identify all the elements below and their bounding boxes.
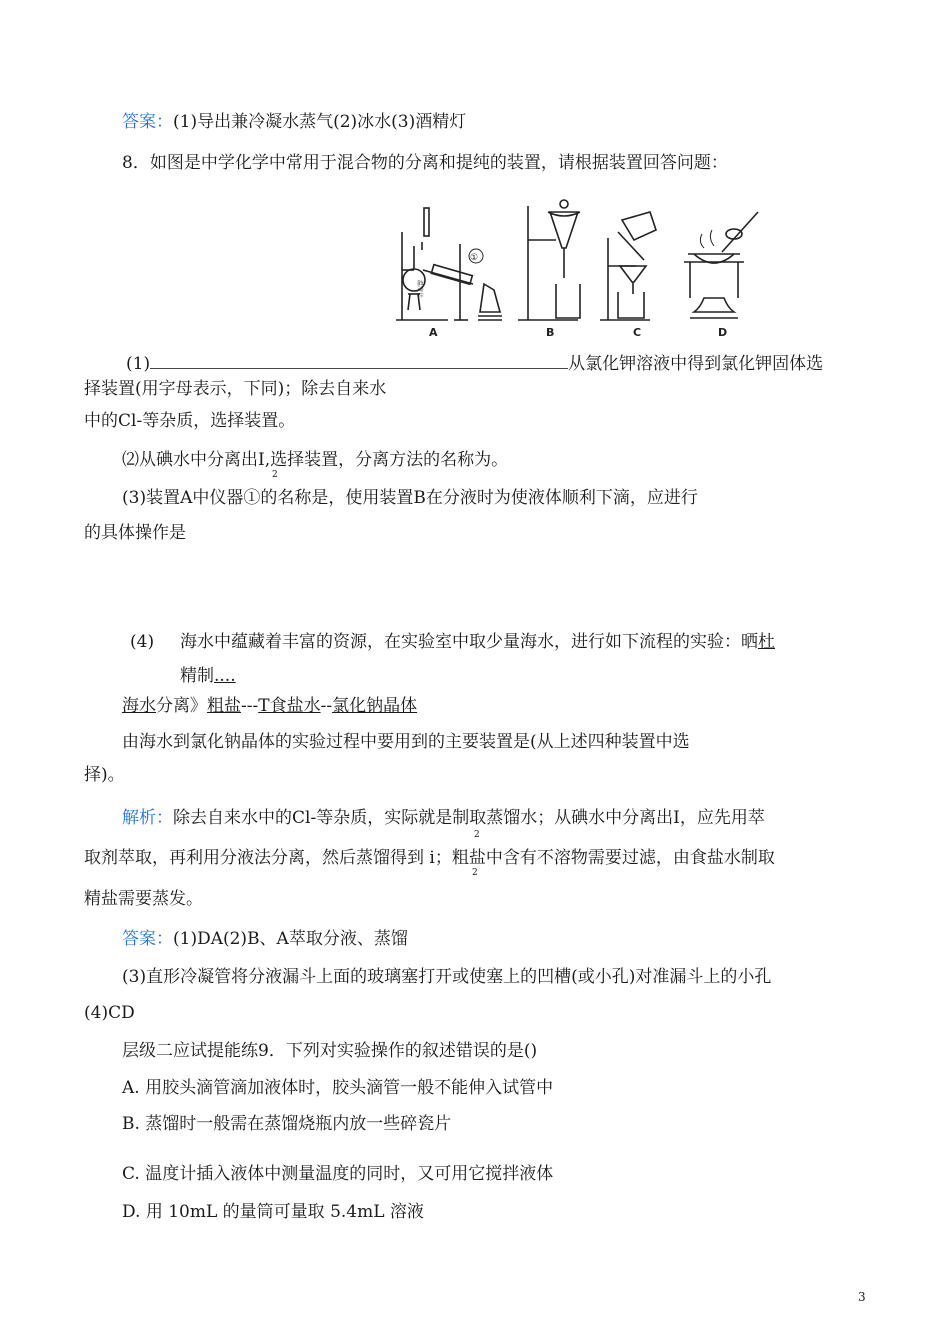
thermometer-label: 温度计 xyxy=(416,280,423,299)
answer-text: (1)导出兼冷凝水蒸气(2)冰水(3)酒精灯 xyxy=(173,112,467,132)
marker-1: ① xyxy=(470,253,479,263)
figure-label-a: A xyxy=(429,326,438,339)
apparatus-c-filtration xyxy=(600,212,656,320)
answer-label: 答案： xyxy=(122,929,173,949)
option-d: D. 用 10mL 的量筒可量取 5.4mL 溶液 xyxy=(122,1202,424,1222)
answer-label: 答案： xyxy=(122,112,173,132)
figure-label-c: C xyxy=(633,326,642,339)
sub-question-text: 从氯化钾溶液中得到氯化钾固体选 xyxy=(568,354,824,374)
answer-8-line3: (4)CD xyxy=(84,1003,135,1023)
flow-nacl-crystal: 氯化钠晶体 xyxy=(332,696,418,716)
question-8-4-text: 海水中蕴藏着丰富的资源，在实验室中取少量海水，进行如下流程的实验：晒 xyxy=(180,632,758,652)
question-8-1 xyxy=(126,350,823,376)
answer-8-line xyxy=(122,927,408,951)
answer-7-line xyxy=(122,110,466,134)
option-a: A. 用胶头滴管滴加液体时，胶头滴管一般不能伸入试管中 xyxy=(122,1078,554,1098)
apparatus-d-evaporation xyxy=(684,212,758,318)
sub-question-number: (1) xyxy=(126,354,151,374)
option-b: B. 蒸馏时一般需在蒸馏烧瓶内放一些碎瓷片 xyxy=(122,1114,452,1134)
subscript-2-a: 2 xyxy=(474,830,480,840)
dots: .... xyxy=(214,666,236,686)
question-8-4-line1 xyxy=(180,630,775,654)
explanation-line3: 精盐需要蒸发。 xyxy=(84,889,203,909)
question-8-1-line2: 择装置(用字母表示，下同)；除去自来水 xyxy=(84,379,387,399)
flow-separate: 分离》 xyxy=(156,696,207,716)
question-8: 8．如图是中学化学中常用于混合物的分离和提纯的装置，请根据装置回答问题： xyxy=(122,153,728,173)
explanation-label: 解析： xyxy=(122,808,173,828)
answer-blank[interactable] xyxy=(150,350,568,369)
subscript-2: 2 xyxy=(272,470,278,480)
explanation-text: 除去自来水中的Cl-等杂质，实际就是制取蒸馏水；从碘水中分离出I，应先用萃 xyxy=(173,808,765,828)
apparatus-figure xyxy=(388,190,768,340)
question-8-1-line3: 中的Cl-等杂质，选择装置。 xyxy=(84,411,296,431)
question-8-3-line1: (3)装置A中仪器①的名称是，使用装置B在分液时为使液体顺利下滴，应进行 xyxy=(122,488,698,508)
question-9: 层级二应试提能练9．下列对实验操作的叙述错误的是() xyxy=(122,1041,538,1061)
page-number: 3 xyxy=(858,1290,866,1304)
subscript-2-b: 2 xyxy=(472,868,478,878)
answer-8-line2: (3)直形冷凝管将分液漏斗上面的玻璃塞打开或使塞上的凹槽(或小孔)对准漏斗上的小孔 xyxy=(122,967,772,987)
figure-label-b: B xyxy=(546,326,555,339)
flow-crude-salt: 粗盐 xyxy=(207,696,241,716)
flow-dash-2: -- xyxy=(320,696,333,716)
question-8-4-line4: 由海水到氯化钠晶体的实验过程中要用到的主要装置是(从上述四种装置中选 xyxy=(122,732,690,752)
apparatus-b-separatory-funnel xyxy=(518,200,580,320)
explanation-line1 xyxy=(122,806,765,830)
apparatus-a-distillation xyxy=(396,208,502,320)
flow-brine: T食盐水 xyxy=(258,696,321,716)
question-8-3-line2: 的具体操作是 xyxy=(84,523,186,543)
option-c: C. 温度计插入液体中测量温度的同时，又可用它搅拌液体 xyxy=(122,1164,554,1184)
flow-line xyxy=(122,694,417,718)
explanation-line2: 取剂萃取，再利用分液法分离，然后蒸馏得到 i；粗盐中含有不溶物需要过滤，由食盐水制取 xyxy=(84,848,775,868)
underlined-char: 杜 xyxy=(758,632,775,652)
answer-text: (1)DA(2)B、A萃取分液、蒸馏 xyxy=(173,929,408,949)
question-8-4-line2 xyxy=(180,664,236,688)
flow-dash-1: --- xyxy=(241,696,259,716)
question-8-4-line5: 择)。 xyxy=(84,765,125,785)
question-8-4-number: (4) xyxy=(130,632,155,652)
question-8-2: ⑵从碘水中分离出I,选择装置，分离方法的名称为。 xyxy=(122,450,509,470)
refine-label: 精制 xyxy=(180,666,214,686)
flow-seawater: 海水 xyxy=(122,696,156,716)
figure-label-d: D xyxy=(718,326,728,339)
